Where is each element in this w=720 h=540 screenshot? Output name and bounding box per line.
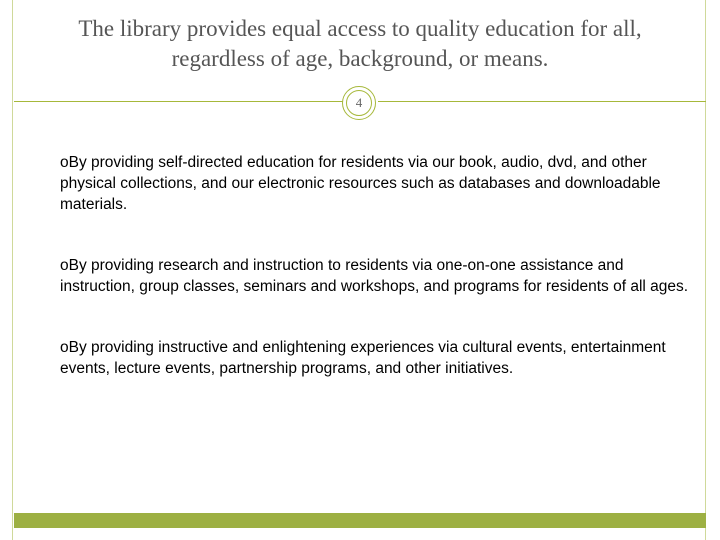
footer-accent-bar — [14, 513, 706, 528]
title-divider-left — [14, 101, 344, 102]
title-divider-right — [378, 101, 706, 102]
bullet-text: By providing self-directed education for residents via our book, audio, dvd, and other physical collections, and our electronic resources such as databases and downloadable materials. — [60, 154, 661, 213]
bullet-marker: o — [60, 154, 69, 171]
page-number: 4 — [346, 90, 372, 116]
bullet-text: By providing instructive and enlightening experiences via cultural events, entertainment events, lecture events, partnership programs, and other initiatives. — [60, 339, 666, 377]
bullet-item — [60, 337, 700, 379]
slide-title — [14, 14, 706, 74]
bullet-list — [60, 152, 700, 419]
title-line-2: regardless of age, background, or means. — [171, 46, 549, 71]
bullet-item — [60, 152, 700, 215]
page-number-badge — [342, 86, 376, 120]
title-line-1: The library provides equal access to quality education for all, — [78, 16, 642, 41]
bullet-marker: o — [60, 257, 69, 274]
bullet-text: By providing research and instruction to residents via one-on-one assistance and instruction, group classes, seminars and workshops, and programs for residents of all ages. — [60, 257, 689, 295]
bullet-item — [60, 255, 700, 297]
bullet-marker: o — [60, 339, 69, 356]
